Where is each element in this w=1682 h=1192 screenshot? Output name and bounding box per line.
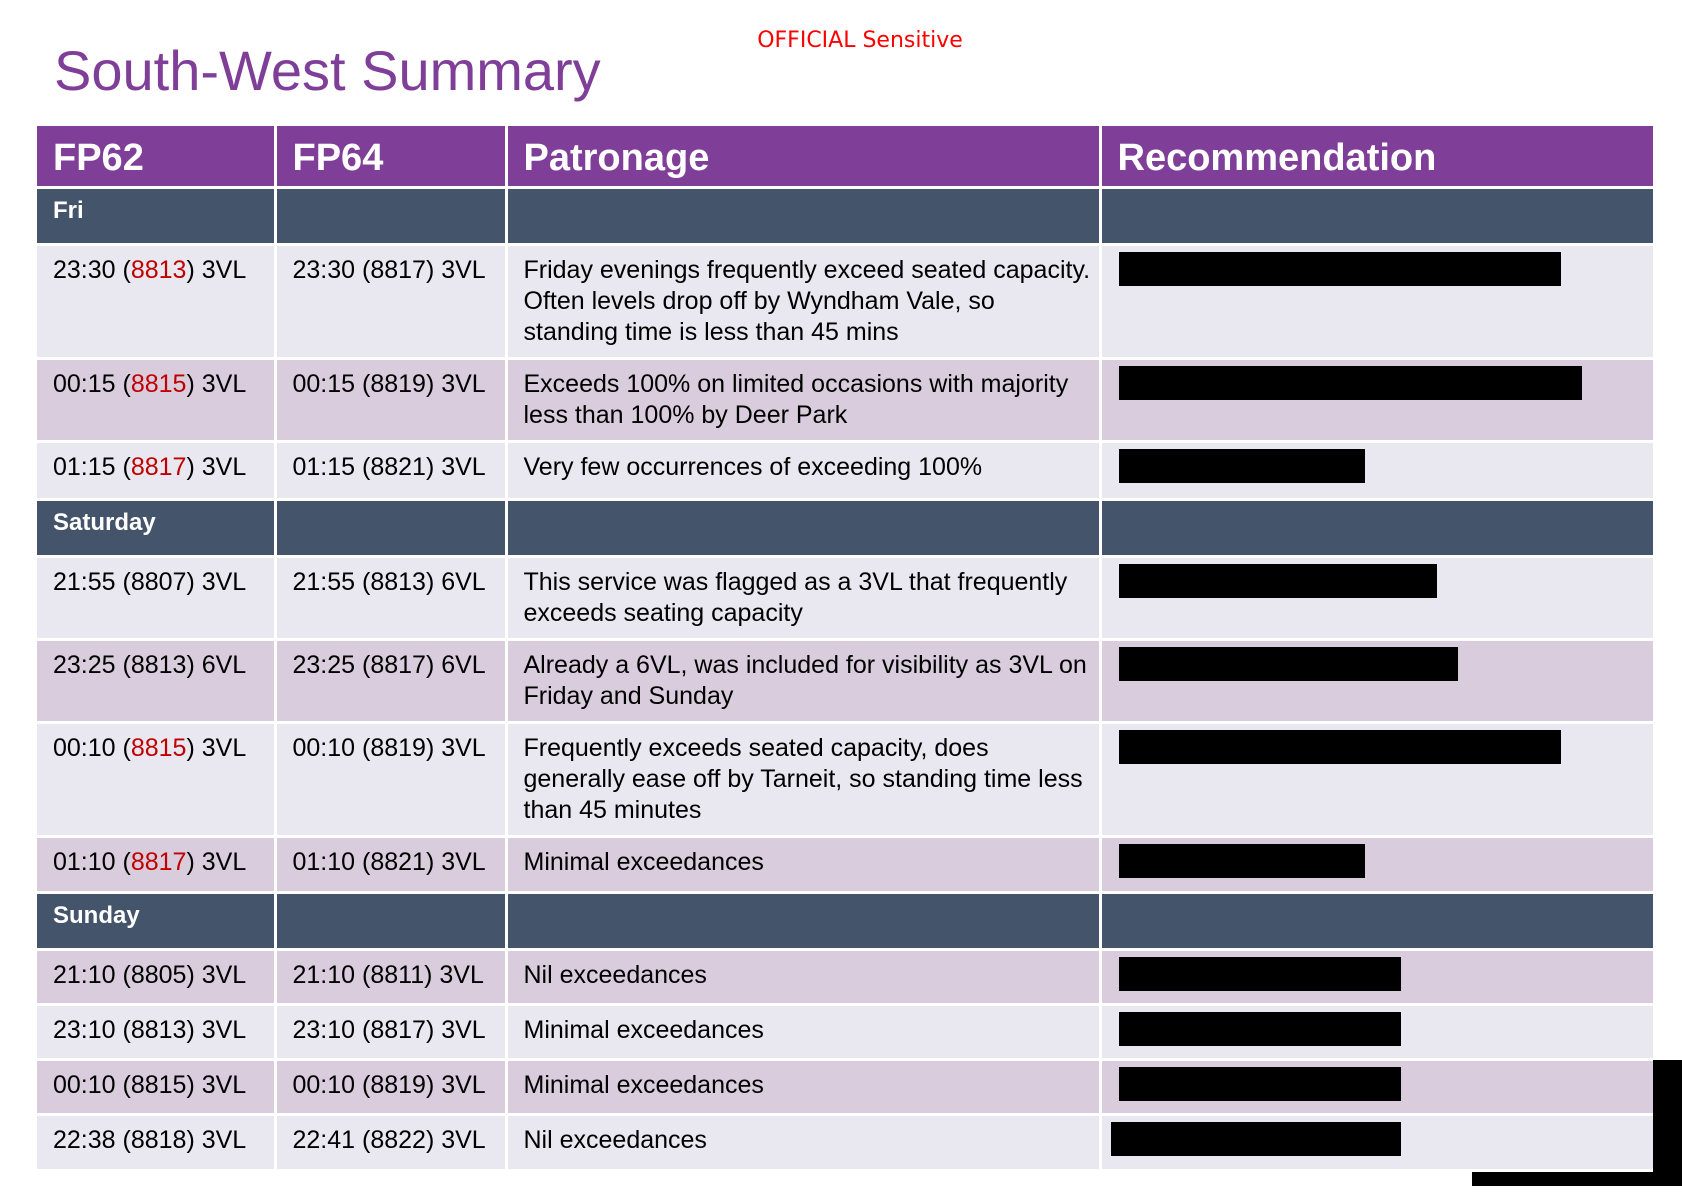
table-header-row <box>37 126 1653 188</box>
fp62-cell: 00:15 (8815) 3VL <box>53 370 247 398</box>
section-label: Saturday <box>53 509 156 536</box>
patronage-cell: Nil exceedances <box>523 961 707 989</box>
fp64-cell: 00:10 (8819) 3VL <box>292 734 486 762</box>
fp64-cell: 23:25 (8817) 6VL <box>292 651 486 679</box>
fp64-cell: 21:10 (8811) 3VL <box>292 961 484 989</box>
redacted-recommendation <box>1119 449 1365 483</box>
redacted-recommendation <box>1119 252 1561 286</box>
patronage-cell: Minimal exceedances <box>523 1016 764 1044</box>
fp62-cell: 21:10 (8805) 3VL <box>53 961 247 989</box>
redacted-recommendation <box>1119 647 1458 681</box>
fp64-cell: 01:10 (8821) 3VL <box>292 848 486 876</box>
patronage-cell: Friday evenings frequently exceed seated capacity. Often levels drop off by Wyndham Vale, so standing time is less than 45 mins <box>523 256 1091 346</box>
section-row-fri <box>37 188 1653 245</box>
fp62-cell: 22:38 (8818) 3VL <box>53 1126 247 1154</box>
fp62-cell: 23:25 (8813) 6VL <box>53 651 247 679</box>
patronage-cell: Already a 6VL, was included for visibility as 3VL on Friday and Sunday <box>523 651 1087 710</box>
fp62-cell: 21:55 (8807) 3VL <box>53 568 247 596</box>
patronage-cell: This service was flagged as a 3VL that frequently exceeds seating capacity <box>523 568 1068 627</box>
fp62-cell: 23:10 (8813) 3VL <box>53 1016 247 1044</box>
table-row <box>37 837 1653 893</box>
redacted-recommendation <box>1119 1012 1401 1046</box>
fp62-cell: 00:10 (8815) 3VL <box>53 1071 247 1099</box>
table-row <box>37 442 1653 500</box>
summary-table <box>37 126 1653 1172</box>
fp64-cell: 00:15 (8819) 3VL <box>292 370 486 398</box>
table-row <box>37 557 1653 640</box>
patronage-cell: Very few occurrences of exceeding 100% <box>523 453 983 481</box>
section-row-sunday <box>37 893 1653 950</box>
patronage-cell: Minimal exceedances <box>523 848 764 876</box>
table-row <box>37 359 1653 442</box>
redacted-recommendation <box>1119 730 1561 764</box>
redacted-recommendation <box>1119 366 1582 400</box>
redacted-recommendation <box>1119 564 1437 598</box>
table-row <box>37 1060 1653 1115</box>
fp64-cell: 22:41 (8822) 3VL <box>292 1126 486 1154</box>
redacted-recommendation <box>1111 1122 1401 1156</box>
header-fp62: FP62 <box>37 126 275 188</box>
fp64-cell: 23:30 (8817) 3VL <box>292 256 486 284</box>
table-row <box>37 1115 1653 1171</box>
section-row-saturday <box>37 500 1653 557</box>
table-row <box>37 723 1653 837</box>
section-label: Sunday <box>53 902 140 929</box>
redacted-recommendation <box>1119 844 1365 878</box>
header-patronage: Patronage <box>506 126 1100 188</box>
patronage-cell: Minimal exceedances <box>523 1071 764 1099</box>
table-row <box>37 950 1653 1005</box>
redacted-recommendation <box>1119 957 1401 991</box>
patronage-cell: Exceeds 100% on limited occasions with majority less than 100% by Deer Park <box>523 370 1069 429</box>
redacted-recommendation <box>1119 1067 1401 1101</box>
section-label: Fri <box>53 197 84 224</box>
table-row <box>37 245 1653 359</box>
classification-marking-top: OFFICIAL Sensitive <box>757 28 963 53</box>
fp64-cell: 01:15 (8821) 3VL <box>292 453 486 481</box>
fp64-cell: 21:55 (8813) 6VL <box>292 568 486 596</box>
patronage-cell: Nil exceedances <box>523 1126 707 1154</box>
header-recommendation: Recommendation <box>1100 126 1653 188</box>
table-row <box>37 640 1653 723</box>
fp62-cell: 23:30 (8813) 3VL <box>53 256 247 284</box>
fp64-cell: 00:10 (8819) 3VL <box>292 1071 486 1099</box>
table-row <box>37 1005 1653 1060</box>
fp62-cell: 01:15 (8817) 3VL <box>53 453 247 481</box>
fp62-cell: 00:10 (8815) 3VL <box>53 734 247 762</box>
patronage-cell: Frequently exceeds seated capacity, does generally ease off by Tarneit, so standing time less than 45 minutes <box>523 734 1083 824</box>
header-fp64: FP64 <box>275 126 506 188</box>
fp64-cell: 23:10 (8817) 3VL <box>292 1016 486 1044</box>
page-title: South-West Summary <box>54 39 601 102</box>
fp62-cell: 01:10 (8817) 3VL <box>53 848 247 876</box>
